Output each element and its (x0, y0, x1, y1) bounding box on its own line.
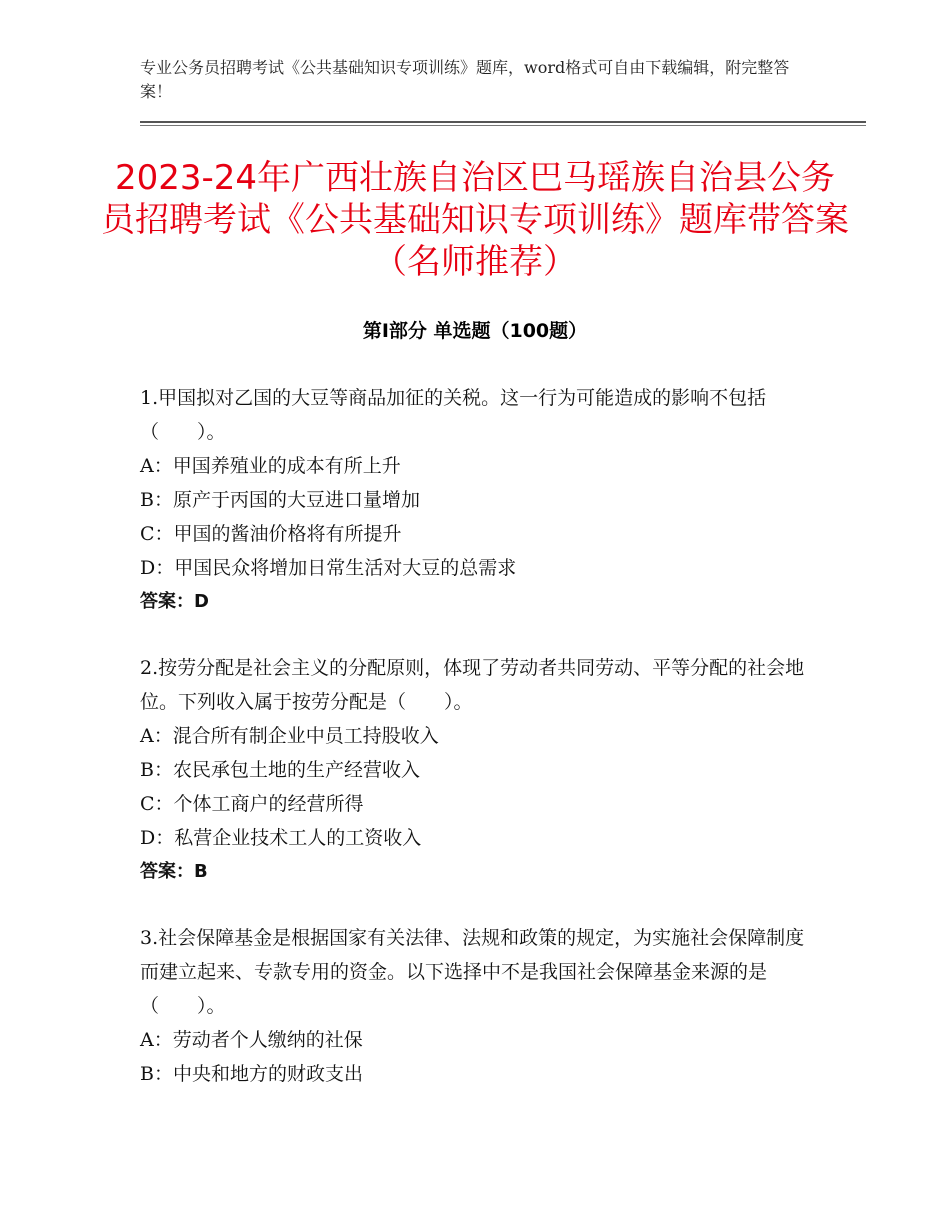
header-note: 专业公务员招聘考试《公共基础知识专项训练》题库，word格式可自由下载编辑，附完整答案！ (140, 58, 790, 101)
option-b: B：中央和地方的财政支出 (140, 1063, 363, 1085)
option-b: B：原产于丙国的大豆进口量增加 (140, 489, 420, 511)
option-b: B：农民承包土地的生产经营收入 (140, 759, 420, 781)
question-2 (140, 651, 810, 889)
option-c: C：甲国的酱油价格将有所提升 (140, 523, 402, 545)
option-d: D：私营企业技术工人的工资收入 (140, 827, 422, 849)
answer-line: 答案：B (140, 861, 208, 882)
option-d: D：甲国民众将增加日常生活对大豆的总需求 (140, 557, 517, 579)
header-divider-thin (140, 125, 866, 126)
section-heading: 第Ⅰ部分 单选题（100题） (362, 320, 588, 342)
question-stem: 2.按劳分配是社会主义的分配原则，体现了劳动者共同劳动、平等分配的社会地位。下列收入属于按劳分配是（ ）。 (140, 657, 805, 713)
question-stem: 3.社会保障基金是根据国家有关法律、法规和政策的规定，为实施社会保障制度而建立起来、专款专用的资金。以下选择中不是我国社会保障基金来源的是（ ）。 (140, 927, 805, 1017)
option-a: A：甲国养殖业的成本有所上升 (140, 455, 401, 477)
header-divider (140, 121, 866, 123)
answer-line: 答案：D (140, 591, 209, 612)
question-stem: 1.甲国拟对乙国的大豆等商品加征的关税。这一行为可能造成的影响不包括（ ）。 (140, 387, 767, 443)
question-3 (140, 921, 810, 1091)
document-title: 2023-24年广西壮族自治区巴马瑶族自治县公务员招聘考试《公共基础知识专项训练》题库带答案（名师推荐） (101, 158, 849, 282)
question-1 (140, 381, 810, 619)
question-list (140, 381, 810, 1123)
option-a: A：劳动者个人缴纳的社保 (140, 1029, 363, 1051)
option-c: C：个体工商户的经营所得 (140, 793, 364, 815)
option-a: A：混合所有制企业中员工持股收入 (140, 725, 439, 747)
